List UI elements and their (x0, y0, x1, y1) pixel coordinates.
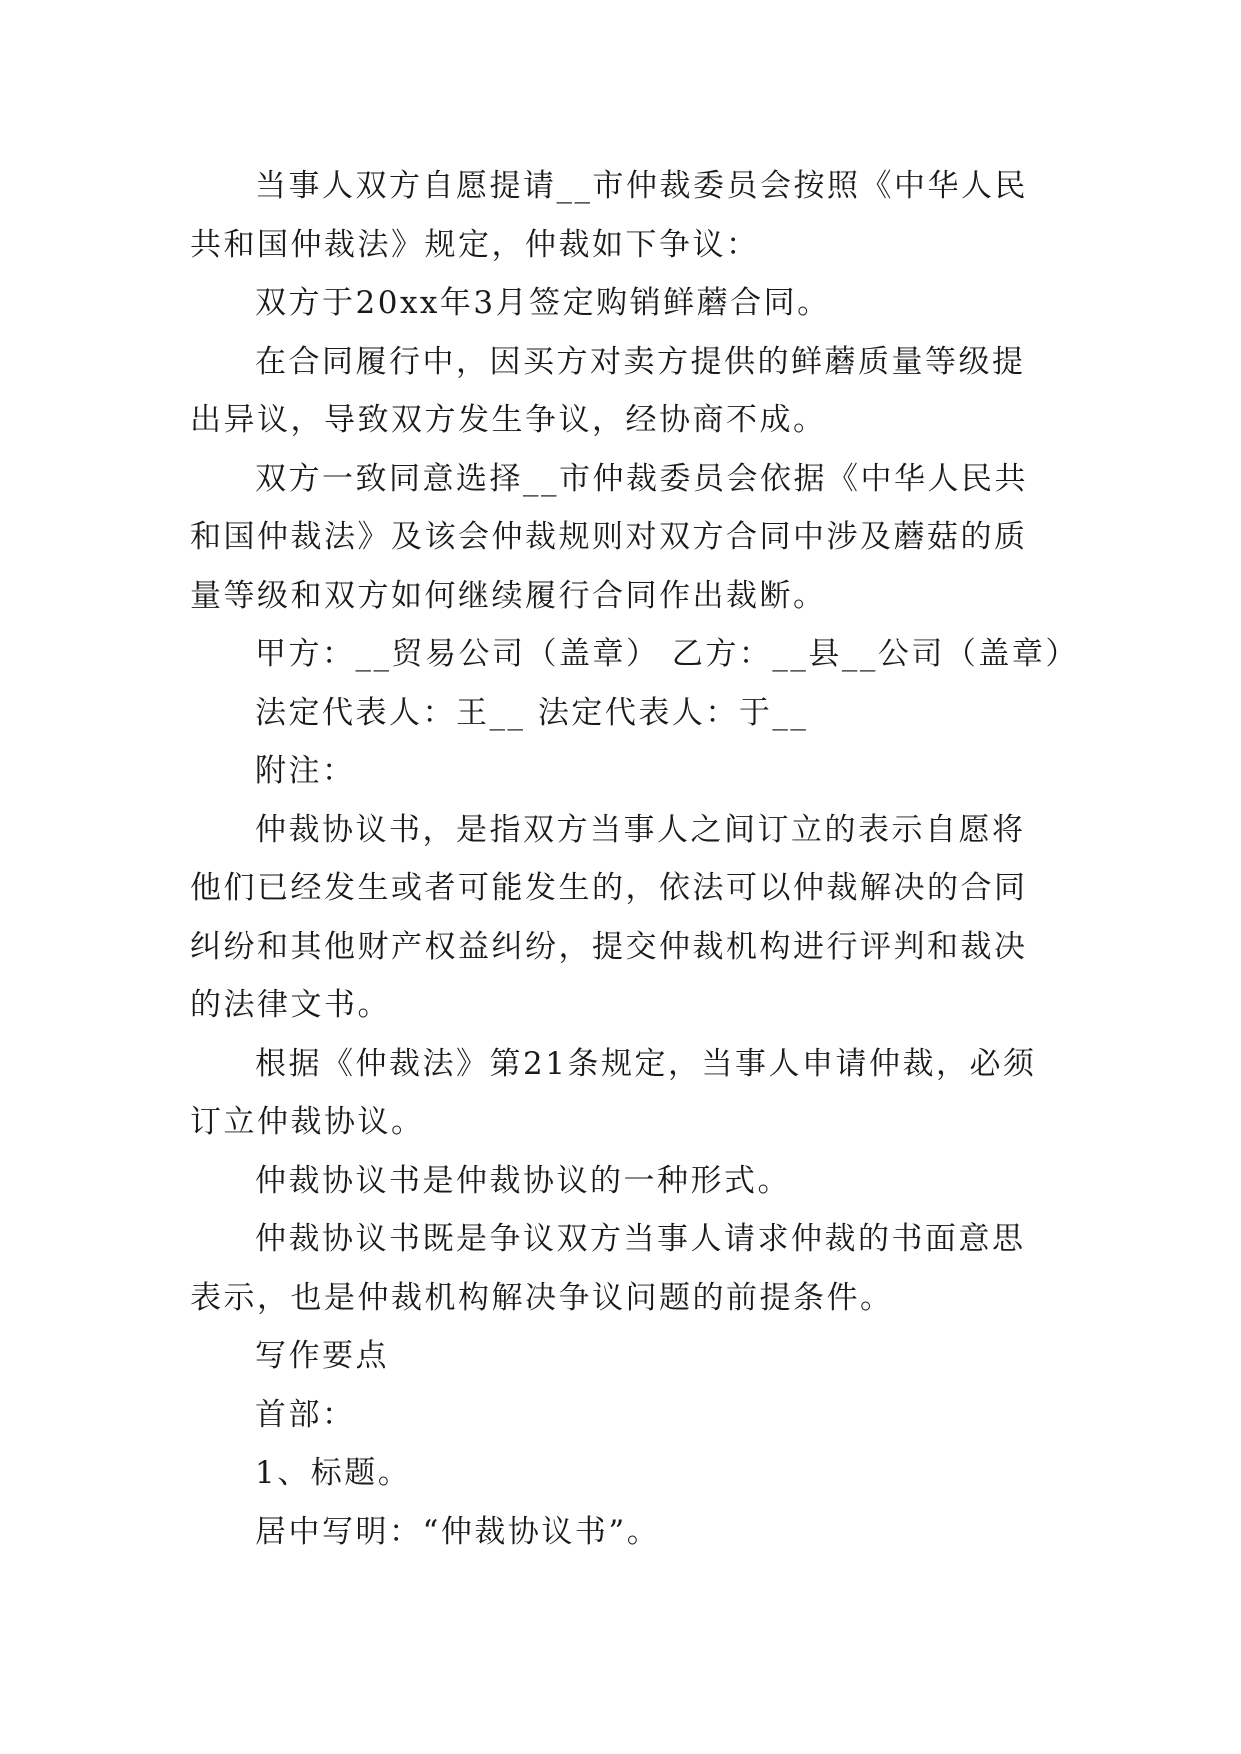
document-body (190, 157, 1079, 1561)
paragraph-form: 仲裁协议书是仲裁协议的一种形式。 (255, 1162, 791, 1199)
paragraph-notes-heading: 附注： (255, 753, 356, 789)
paragraph-definition: 仲裁协议书，是指双方当事人之间订立的表示自愿将他们已经发生或者可能发生的，依法可以仲裁解决的合同纠纷和其他财产权益纠纷，提交仲裁机构进行评判和裁决的法律文书。 (190, 811, 1028, 1023)
paragraph-legal-representatives: 法定代表人：王__ 法定代表人：于__ (255, 694, 809, 731)
paragraph-header-section: 首部： (255, 1396, 356, 1433)
paragraph-contract-date: 双方于20xx年3月签定购销鲜蘑合同。 (255, 285, 831, 321)
paragraph-title-instruction: 居中写明：“仲裁协议书”。 (255, 1513, 661, 1550)
paragraph-agreement-scope: 双方一致同意选择__市仲裁委员会依据《中华人民共和国仲裁法》及该会仲裁规则对双方合同中涉及蘑菇的质量等级和双方如何继续履行合同作出裁断。 (190, 460, 1028, 614)
paragraph-parties-seals: 甲方：__贸易公司（盖章） 乙方：__县__公司（盖章） (255, 636, 1079, 672)
paragraph-purpose: 仲裁协议书既是争议双方当事人请求仲裁的书面意思表示，也是仲裁机构解决争议问题的前提条件。 (190, 1221, 1026, 1316)
paragraph-title-item: 1、标题。 (255, 1455, 412, 1491)
paragraph-writing-points-heading: 写作要点 (255, 1338, 389, 1374)
paragraph-dispute-cause: 在合同履行中，因买方对卖方提供的鲜蘑质量等级提出异议，导致双方发生争议，经协商不成。 (190, 343, 1026, 438)
paragraph-legal-basis: 根据《仲裁法》第21条规定，当事人申请仲裁，必须订立仲裁协议。 (190, 1045, 1037, 1140)
paragraph-arbitration-request: 当事人双方自愿提请__市仲裁委员会按照《中华人民共和国仲裁法》规定，仲裁如下争议： (190, 168, 1028, 263)
